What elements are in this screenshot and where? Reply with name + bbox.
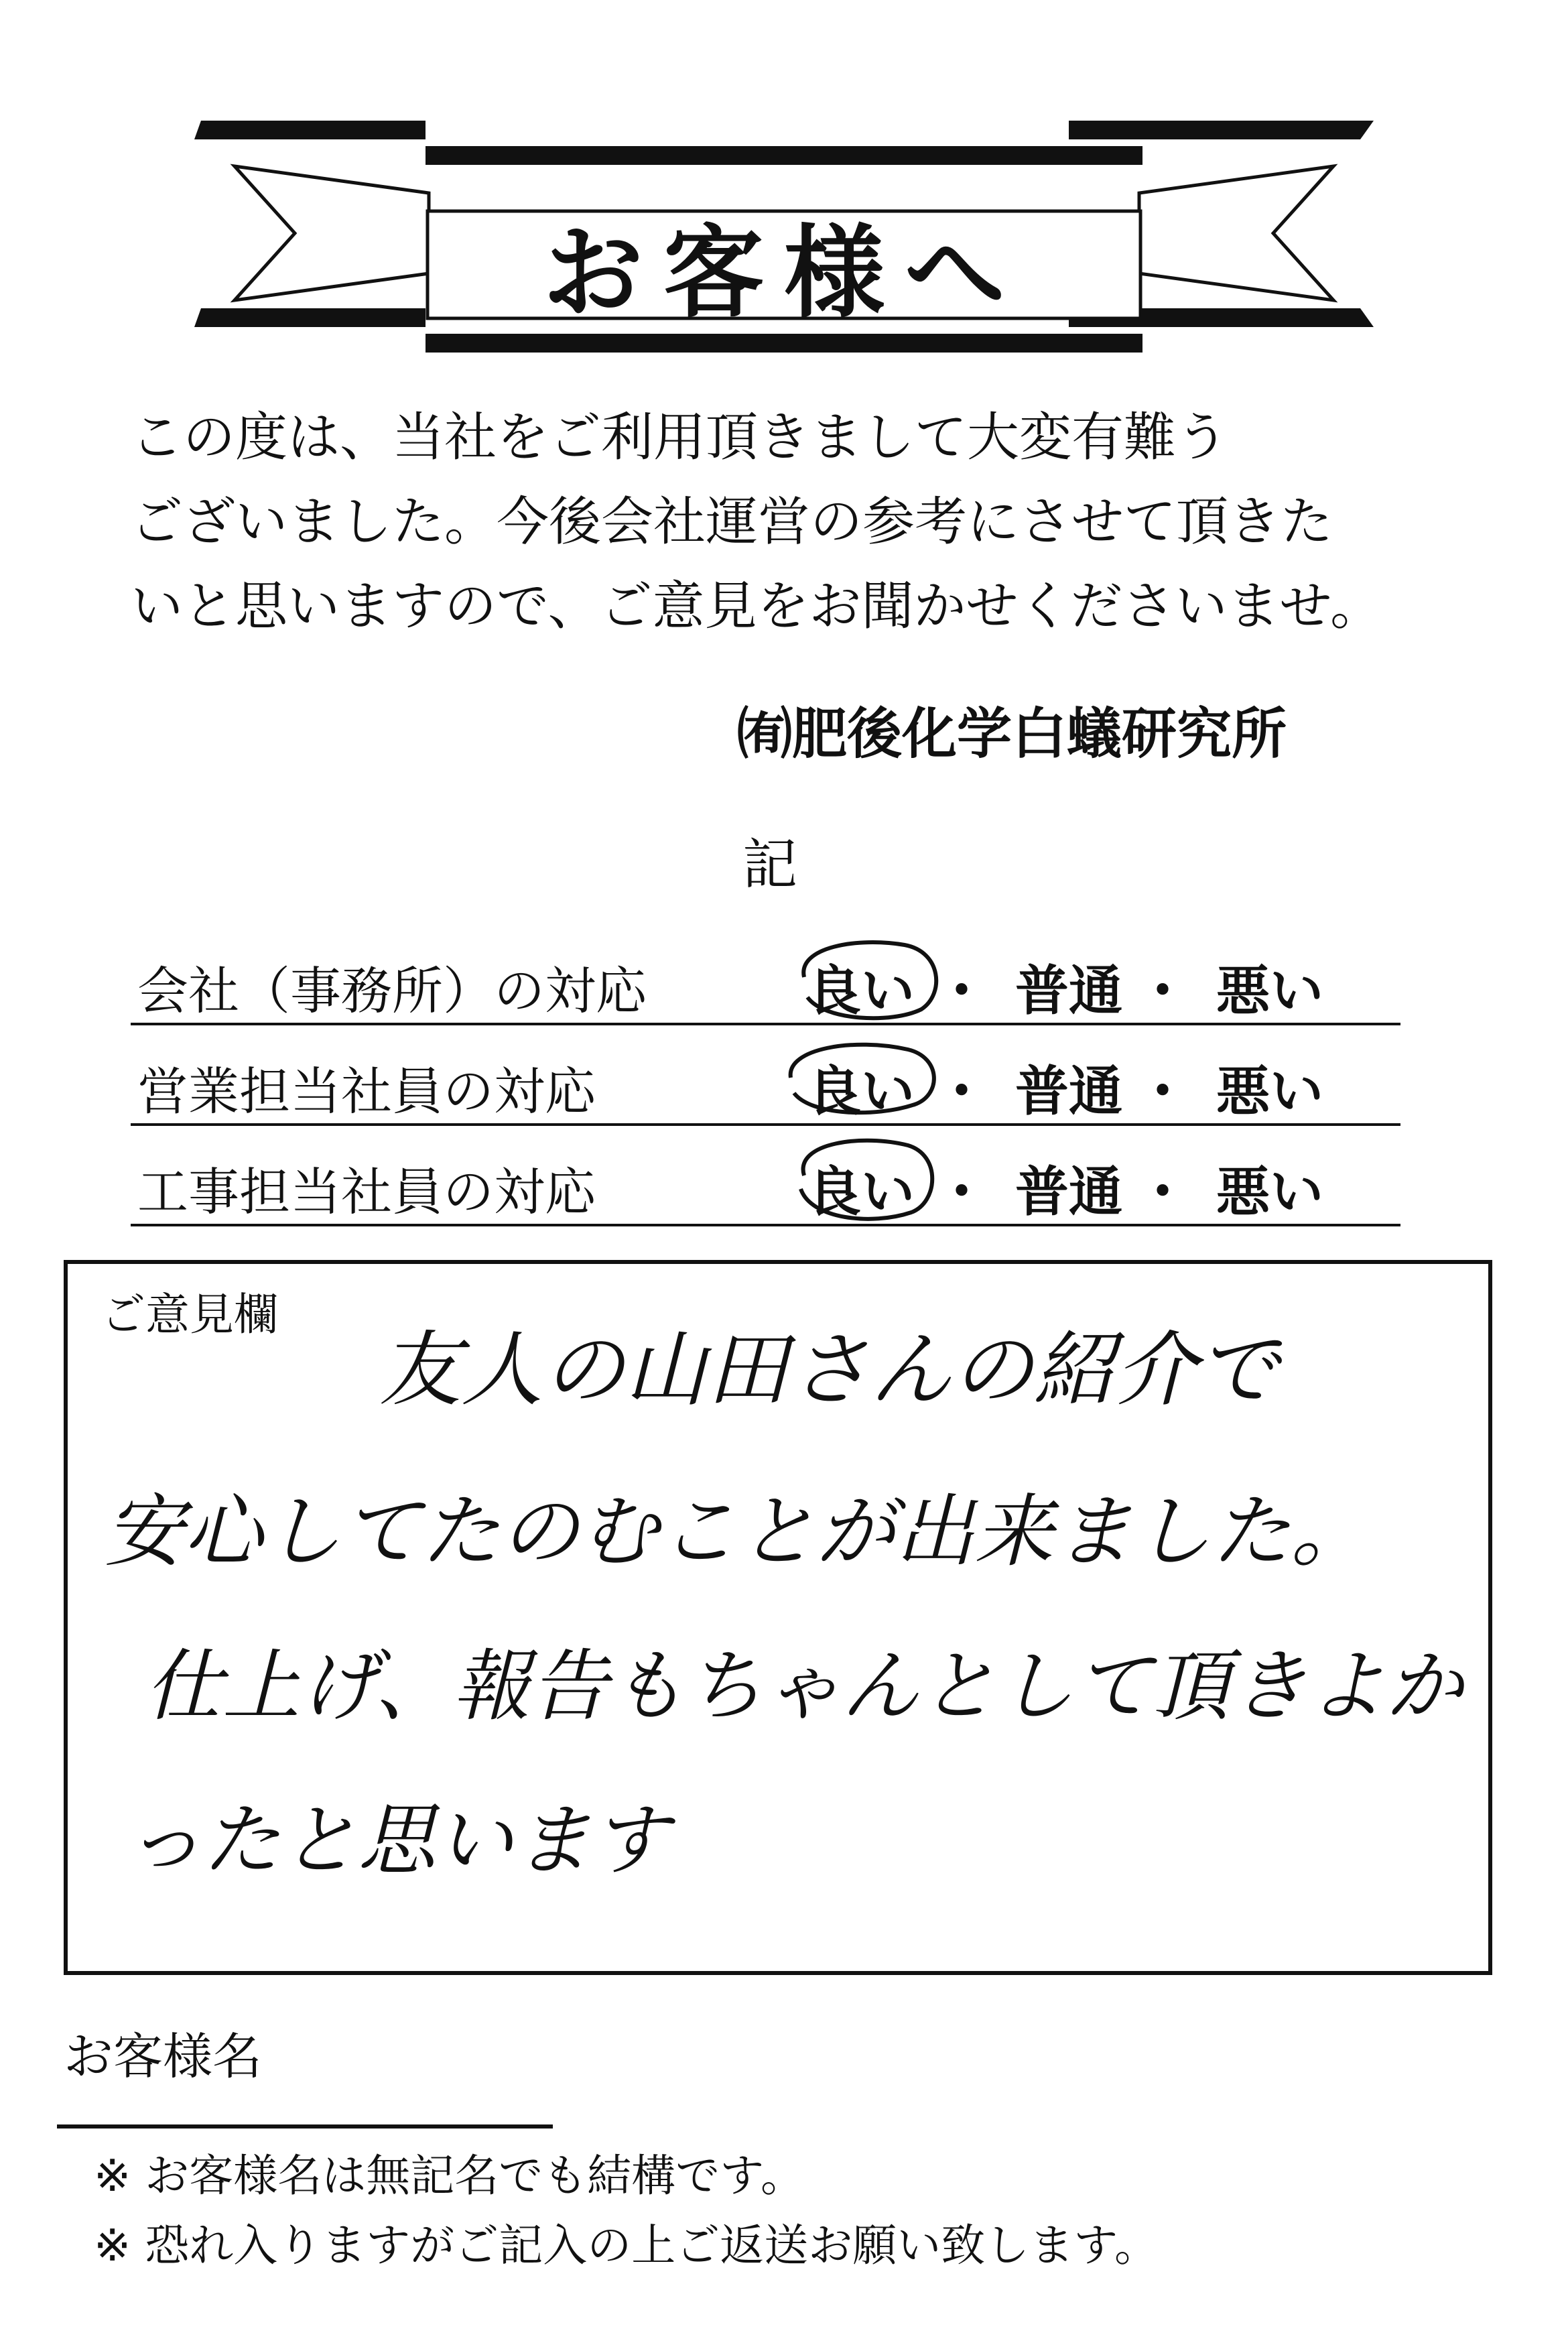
intro-line: いと思いますので、ご意見をお聞かせくださいませ。: [131, 576, 1383, 637]
option-separator: ・: [935, 960, 988, 1022]
banner-bar-top-right: [1069, 121, 1374, 139]
handwritten-line: 友人の山田さんの紹介で: [379, 1322, 1279, 1417]
option-bad[interactable]: 悪い: [1216, 960, 1323, 1022]
company-name: ㈲肥後化学白蟻研究所: [737, 702, 1287, 766]
banner-ribbon-right: [1139, 166, 1333, 300]
option-normal[interactable]: 普通: [1015, 960, 1122, 1022]
intro-line: この度は、当社をご利用頂きまして大変有難う: [131, 407, 1229, 468]
page-title: お客様へ: [542, 214, 1025, 332]
intro-paragraph: [131, 395, 1444, 649]
eval-row-sales: [131, 1025, 1400, 1126]
option-separator: ・: [935, 1161, 988, 1223]
option-separator: ・: [1136, 1161, 1189, 1223]
option-bad[interactable]: 悪い: [1216, 1060, 1323, 1123]
eval-label: 会社（事務所）の対応: [137, 961, 647, 1021]
option-normal[interactable]: 普通: [1015, 1060, 1122, 1123]
option-bad[interactable]: 悪い: [1216, 1161, 1323, 1223]
eval-row-office: [131, 925, 1400, 1025]
banner-bar-top-left: [194, 121, 426, 139]
handwritten-line: 仕上げ、報告もちゃんとして頂きよか: [145, 1641, 1463, 1732]
ki-heading: 記: [742, 833, 798, 897]
eval-label: 営業担当社員の対応: [137, 1062, 596, 1121]
option-good[interactable]: 良い: [807, 960, 915, 1022]
option-good[interactable]: 良い: [807, 1060, 915, 1123]
customer-name-label: お客様名: [64, 2028, 262, 2086]
handwritten-line: ったと思います: [125, 1795, 669, 1886]
customer-name-field[interactable]: [57, 2124, 553, 2128]
option-separator: ・: [1136, 960, 1189, 1022]
eval-row-construction: [131, 1126, 1400, 1226]
option-good[interactable]: 良い: [807, 1161, 915, 1223]
intro-line: ございました。今後会社運営の参考にさせて頂きた: [131, 492, 1333, 552]
banner-ribbon-left: [235, 166, 429, 300]
option-normal[interactable]: 普通: [1015, 1161, 1122, 1223]
comment-box[interactable]: [64, 1260, 1492, 1975]
note-line: ※ お客様名は無記名でも結構です。: [94, 2150, 805, 2202]
eval-label: 工事担当社員の対応: [137, 1162, 596, 1222]
option-separator: ・: [1136, 1060, 1189, 1123]
banner-bar-top-center: [426, 146, 1142, 165]
banner-bar-bottom-left: [194, 308, 426, 327]
notes: [94, 2141, 1159, 2281]
note-line: ※ 恐れ入りますがご記入の上ご返送お願い致します。: [94, 2220, 1159, 2271]
handwritten-line: 安心してたのむことが出来ました。: [105, 1485, 1370, 1578]
banner-bar-bottom-center: [426, 334, 1142, 353]
handwritten-comment: [68, 1264, 1488, 1971]
comment-label: ご意見欄: [101, 1289, 278, 1340]
option-separator: ・: [935, 1060, 988, 1123]
